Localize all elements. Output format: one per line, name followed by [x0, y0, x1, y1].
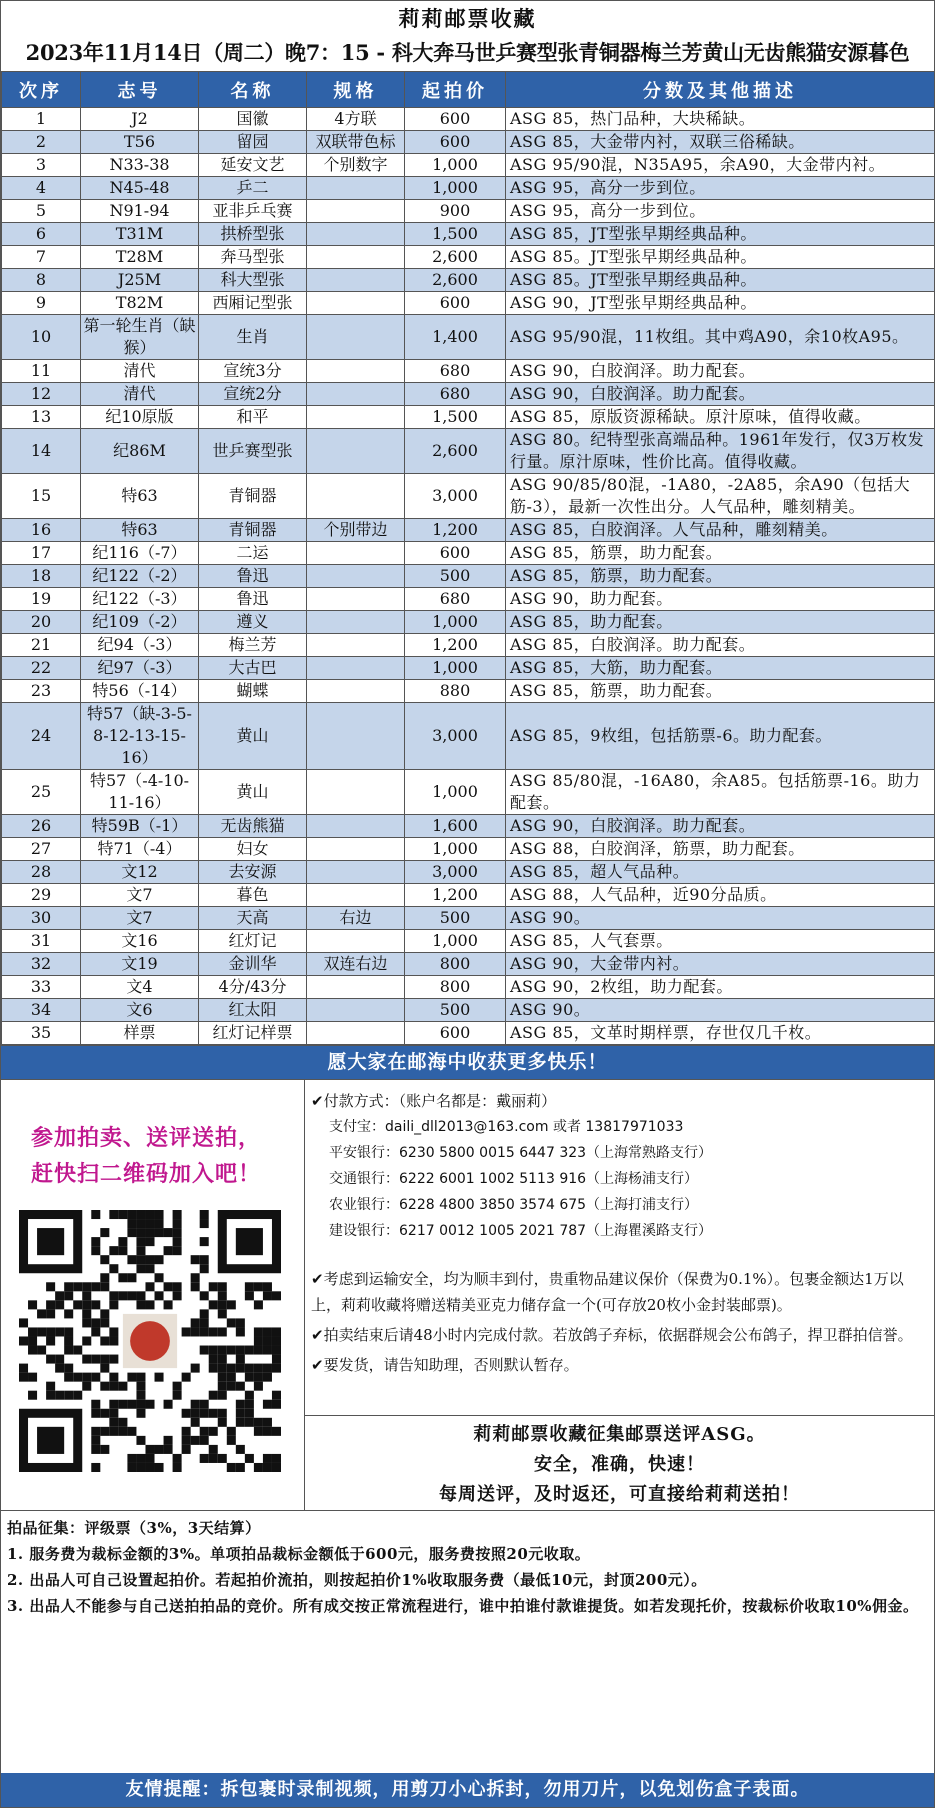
bank-account: 交通银行：6222 6001 1002 5113 916（上海杨浦支行） [329, 1171, 699, 1187]
stamp-name: 红灯记 [199, 930, 307, 953]
stamp-name: 亚非乒乓赛 [199, 200, 307, 223]
stamp-name: 鲁迅 [199, 565, 307, 588]
stamp-code: 第一轮生肖（缺猴） [81, 315, 199, 360]
table-row [2, 269, 935, 292]
stamp-name: 黄山 [199, 703, 307, 770]
lot-number: 12 [2, 383, 81, 406]
stamp-code: 文6 [81, 999, 199, 1022]
start-price: 1,000 [405, 611, 506, 634]
lot-number: 13 [2, 406, 81, 429]
start-price: 1,200 [405, 519, 506, 542]
stamp-name: 妇女 [199, 838, 307, 861]
stamp-code: J25M [81, 269, 199, 292]
stamp-spec: 右边 [307, 907, 405, 930]
dispatch-note: ✔要发货，请告知助理，否则默认暂存。 [311, 1356, 579, 1374]
table-row [2, 884, 935, 907]
stamp-name: 生肖 [199, 315, 307, 360]
start-price: 2,600 [405, 429, 506, 474]
start-price: 3,000 [405, 474, 506, 519]
stamp-spec [307, 815, 405, 838]
start-price: 3,000 [405, 703, 506, 770]
stamp-name: 天高 [199, 907, 307, 930]
stamp-code: 纪116（-7） [81, 542, 199, 565]
start-price: 3,000 [405, 861, 506, 884]
stamp-spec [307, 930, 405, 953]
shipping-note: ✔考虑到运输安全，均为顺丰到付，贵重物品建议保价（保费为0.1%）。包裹金额达1万以上，莉莉收藏将赠送精美亚克力储存盒一个(可存放20枚小金封装邮票)。 [311, 1270, 904, 1314]
grade-description: ASG 88，人气品种，近90分品质。 [506, 884, 935, 907]
table-row [2, 154, 935, 177]
stamp-spec [307, 177, 405, 200]
stamp-code: 文7 [81, 907, 199, 930]
start-price: 1,600 [405, 815, 506, 838]
stamp-code: 文12 [81, 861, 199, 884]
stamp-name: 大古巴 [199, 657, 307, 680]
stamp-spec [307, 588, 405, 611]
payment-deadline-note: ✔拍卖结束后请48小时内完成付款。若放鸽子弃标，依据群规会公布鸽子，捍卫群拍信誉。 [311, 1326, 913, 1344]
start-price: 500 [405, 565, 506, 588]
table-row [2, 703, 935, 770]
grade-description: ASG 85，JT型张早期经典品种。 [506, 223, 935, 246]
grade-description: ASG 85，9枚组，包括筋票-6。助力配套。 [506, 703, 935, 770]
lot-number: 30 [2, 907, 81, 930]
table-row [2, 838, 935, 861]
table-row [2, 976, 935, 999]
grade-description: ASG 85，大筋，助力配套。 [506, 657, 935, 680]
table-row [2, 474, 935, 519]
rules-heading: 拍品征集：评级票（3%，3天结算） [7, 1519, 261, 1537]
start-price: 880 [405, 680, 506, 703]
start-price: 1,200 [405, 634, 506, 657]
stamp-spec [307, 246, 405, 269]
grade-description: ASG 85，超人气品种。 [506, 861, 935, 884]
stamp-code: 纪97（-3） [81, 657, 199, 680]
bank-account: 建设银行：6217 0012 1005 2021 787（上海瞿溪路支行） [329, 1223, 713, 1239]
stamp-spec [307, 861, 405, 884]
grade-description: ASG 95，高分一步到位。 [506, 200, 935, 223]
grade-description: ASG 85，原版资源稀缺。原汁原味，值得收藏。 [506, 406, 935, 429]
lot-number: 27 [2, 838, 81, 861]
stamp-code: 纪10原版 [81, 406, 199, 429]
grade-description: ASG 85/80混，-16A80，余A85。包括筋票-16。助力配套。 [506, 770, 935, 815]
start-price: 1,000 [405, 177, 506, 200]
stamp-name: 西厢记型张 [199, 292, 307, 315]
table-row [2, 565, 935, 588]
qr-panel [1, 1080, 305, 1510]
stamp-name: 和平 [199, 406, 307, 429]
grade-description: ASG 85，助力配套。 [506, 611, 935, 634]
table-row [2, 634, 935, 657]
column-header: 起拍价 [405, 72, 506, 108]
stamp-name: 宣统2分 [199, 383, 307, 406]
lot-number: 6 [2, 223, 81, 246]
stamp-code: N33-38 [81, 154, 199, 177]
table-row [2, 680, 935, 703]
stamp-spec [307, 611, 405, 634]
stamp-name: 科大型张 [199, 269, 307, 292]
table-row [2, 177, 935, 200]
start-price: 500 [405, 907, 506, 930]
stamp-name: 拱桥型张 [199, 223, 307, 246]
start-price: 1,000 [405, 930, 506, 953]
stamp-code: 文7 [81, 884, 199, 907]
start-price: 2,600 [405, 269, 506, 292]
stamp-spec: 4方联 [307, 108, 405, 131]
table-row [2, 1022, 935, 1045]
stamp-name: 国徽 [199, 108, 307, 131]
stamp-name: 二运 [199, 542, 307, 565]
payment-heading: ✔付款方式：（账户名都是：戴丽莉） [311, 1092, 557, 1110]
grade-description: ASG 90，白胶润泽。助力配套。 [506, 383, 935, 406]
stamp-spec [307, 223, 405, 246]
table-row [2, 360, 935, 383]
rule-item: 3. 出品人不能参与自己送拍拍品的竞价。所有成交按正常流程进行，谁中拍谁付款谁提货。如若发现托价，按裁标价收取10%佣金。 [7, 1597, 919, 1615]
stamp-name: 4分/43分 [199, 976, 307, 999]
grade-description: ASG 85。JT型张早期经典品种。 [506, 246, 935, 269]
start-price: 2,600 [405, 246, 506, 269]
start-price: 600 [405, 108, 506, 131]
column-header: 次序 [2, 72, 81, 108]
grade-description: ASG 95，高分一步到位。 [506, 177, 935, 200]
grade-description: ASG 85，大金带内衬，双联三俗稀缺。 [506, 131, 935, 154]
grade-description: ASG 90，白胶润泽。助力配套。 [506, 360, 935, 383]
stamp-spec [307, 703, 405, 770]
table-row [2, 815, 935, 838]
stamp-code: J2 [81, 108, 199, 131]
lot-number: 2 [2, 131, 81, 154]
table-row [2, 429, 935, 474]
promo-line: 参加拍卖、送评送拍， [31, 1125, 262, 1151]
stamp-code: 纪109（-2） [81, 611, 199, 634]
stamp-spec [307, 838, 405, 861]
slogan-line: 每周送评，及时返还，可直接给莉莉送拍！ [439, 1484, 800, 1505]
grade-description: ASG 90，JT型张早期经典品种。 [506, 292, 935, 315]
start-price: 600 [405, 131, 506, 154]
promo-line: 赶快扫二维码加入吧！ [31, 1161, 262, 1187]
stamp-spec: 双联带色标 [307, 131, 405, 154]
stamp-code: 清代 [81, 360, 199, 383]
stamp-spec [307, 429, 405, 474]
grade-description: ASG 90，2枚组，助力配套。 [506, 976, 935, 999]
start-price: 680 [405, 360, 506, 383]
table-row [2, 861, 935, 884]
payment-info [305, 1080, 934, 1415]
table-row [2, 907, 935, 930]
stamp-name: 无齿熊猫 [199, 815, 307, 838]
stamp-code: 特57（缺-3-5-8-12-13-15-16） [81, 703, 199, 770]
table-row [2, 223, 935, 246]
column-header: 志号 [81, 72, 199, 108]
rule-item: 2. 出品人可自己设置起拍价。若起拍价流拍，则按起拍价1%收取服务费（最低10元，封顶200元）。 [7, 1571, 707, 1589]
stamp-code: T31M [81, 223, 199, 246]
lot-number: 14 [2, 429, 81, 474]
stamp-code: 文16 [81, 930, 199, 953]
start-price: 1,000 [405, 770, 506, 815]
lot-number: 33 [2, 976, 81, 999]
grade-description: ASG 90，大金带内衬。 [506, 953, 935, 976]
stamp-spec: 个别带边 [307, 519, 405, 542]
table-body [2, 108, 935, 1045]
table-row [2, 999, 935, 1022]
bank-account: 农业银行：6228 4800 3850 3574 675（上海打浦支行） [329, 1197, 699, 1213]
grade-description: ASG 95/90混，N35A95，余A90，大金带内衬。 [506, 154, 935, 177]
grade-description: ASG 88，白胶润泽，筋票，助力配套。 [506, 838, 935, 861]
start-price: 500 [405, 999, 506, 1022]
start-price: 1,400 [405, 315, 506, 360]
table-row [2, 770, 935, 815]
grade-description: ASG 85，人气套票。 [506, 930, 935, 953]
lot-number: 23 [2, 680, 81, 703]
grade-description: ASG 90，白胶润泽。助力配套。 [506, 815, 935, 838]
stamp-spec [307, 292, 405, 315]
grade-description: ASG 85，热门品种，大块稀缺。 [506, 108, 935, 131]
stamp-spec [307, 680, 405, 703]
stamp-spec [307, 315, 405, 360]
stamp-name: 奔马型张 [199, 246, 307, 269]
alipay-account: 支付宝：daili_dll2013@163.com 或者 13817971033 [329, 1119, 684, 1135]
table-row [2, 588, 935, 611]
stamp-name: 蝴蝶 [199, 680, 307, 703]
table-row [2, 611, 935, 634]
stamp-spec: 双连右边 [307, 953, 405, 976]
stamp-name: 乒二 [199, 177, 307, 200]
stamp-code: 纪94（-3） [81, 634, 199, 657]
stamp-name: 金训华 [199, 953, 307, 976]
stamp-code: 特71（-4） [81, 838, 199, 861]
lot-number: 25 [2, 770, 81, 815]
stamp-code: 纪122（-2） [81, 565, 199, 588]
lot-number: 1 [2, 108, 81, 131]
rule-item: 1. 服务费为裁标金额的3%。单项拍品裁标金额低于600元，服务费按照20元收取。 [7, 1545, 591, 1563]
stamp-spec [307, 884, 405, 907]
stamp-name: 红太阳 [199, 999, 307, 1022]
promo-text [1, 1080, 304, 1192]
consignment-rules [1, 1511, 934, 1623]
grade-description: ASG 90。 [506, 907, 935, 930]
stamp-spec [307, 360, 405, 383]
grade-description: ASG 85，筋票，助力配套。 [506, 542, 935, 565]
stamp-code: 纪122（-3） [81, 588, 199, 611]
grade-description: ASG 85，白胶润泽。助力配套。 [506, 634, 935, 657]
lot-number: 21 [2, 634, 81, 657]
stamp-spec [307, 770, 405, 815]
page-title: 莉莉邮票收藏 [398, 6, 537, 31]
table-row [2, 542, 935, 565]
stamp-spec [307, 474, 405, 519]
slogan-line: 安全，准确，快速！ [534, 1454, 705, 1475]
stamp-code: 文19 [81, 953, 199, 976]
start-price: 1,000 [405, 657, 506, 680]
start-price: 1,500 [405, 406, 506, 429]
stamp-spec [307, 999, 405, 1022]
stamp-code: 纪86M [81, 429, 199, 474]
stamp-code: 特56（-14） [81, 680, 199, 703]
lot-number: 7 [2, 246, 81, 269]
lot-number: 8 [2, 269, 81, 292]
stamp-name: 留园 [199, 131, 307, 154]
start-price: 600 [405, 292, 506, 315]
start-price: 1,500 [405, 223, 506, 246]
stamp-spec [307, 542, 405, 565]
table-row [2, 200, 935, 223]
grade-description: ASG 85，文革时期样票，存世仅几千枚。 [506, 1022, 935, 1045]
grade-description: ASG 80。纪特型张高端品种。1961年发行，仅3万枚发行量。原汁原味，性价比高。值得收藏。 [506, 429, 935, 474]
stamp-spec [307, 565, 405, 588]
lot-number: 11 [2, 360, 81, 383]
start-price: 600 [405, 1022, 506, 1045]
lot-number: 4 [2, 177, 81, 200]
stamp-name: 红灯记样票 [199, 1022, 307, 1045]
stamp-name: 鲁迅 [199, 588, 307, 611]
start-price: 1,000 [405, 154, 506, 177]
grade-description: ASG 90。 [506, 999, 935, 1022]
stamp-code: 样票 [81, 1022, 199, 1045]
stamp-code: T82M [81, 292, 199, 315]
table-row [2, 315, 935, 360]
lot-number: 24 [2, 703, 81, 770]
stamp-spec: 个别数字 [307, 154, 405, 177]
stamp-name: 梅兰芳 [199, 634, 307, 657]
lot-number: 26 [2, 815, 81, 838]
start-price: 600 [405, 542, 506, 565]
table-row [2, 953, 935, 976]
start-price: 800 [405, 953, 506, 976]
slogan-line: 莉莉邮票收藏征集邮票送评ASG。 [473, 1424, 766, 1445]
stamp-code: N91-94 [81, 200, 199, 223]
lot-number: 22 [2, 657, 81, 680]
stamp-name: 去安源 [199, 861, 307, 884]
stamp-code: 文4 [81, 976, 199, 999]
lot-number: 31 [2, 930, 81, 953]
stamp-code: 清代 [81, 383, 199, 406]
start-price: 1,200 [405, 884, 506, 907]
grade-description: ASG 90/85/80混，-1A80，-2A85，余A90（包括大筋-3），最新一次性出分。人气品种，雕刻精美。 [506, 474, 935, 519]
lot-number: 16 [2, 519, 81, 542]
stamp-code: 特63 [81, 474, 199, 519]
lot-number: 32 [2, 953, 81, 976]
grade-description: ASG 85。JT型张早期经典品种。 [506, 269, 935, 292]
stamp-name: 遵义 [199, 611, 307, 634]
stamp-spec [307, 657, 405, 680]
payment-panel [305, 1080, 934, 1510]
stamp-name: 暮色 [199, 884, 307, 907]
lot-number: 29 [2, 884, 81, 907]
stamp-name: 青铜器 [199, 474, 307, 519]
table-header-row [2, 72, 935, 108]
stamp-name: 延安文艺 [199, 154, 307, 177]
grade-description: ASG 85，筋票，助力配套。 [506, 565, 935, 588]
lot-number: 19 [2, 588, 81, 611]
bank-account: 平安银行：6230 5800 0015 6447 323（上海常熟路支行） [329, 1145, 713, 1161]
table-row [2, 383, 935, 406]
grade-description: ASG 90，助力配套。 [506, 588, 935, 611]
stamp-name: 青铜器 [199, 519, 307, 542]
start-price: 1,000 [405, 838, 506, 861]
stamp-code: 特63 [81, 519, 199, 542]
table-row [2, 108, 935, 131]
table-row [2, 246, 935, 269]
lot-number: 18 [2, 565, 81, 588]
stamp-code: 特57（-4-10-11-16） [81, 770, 199, 815]
table-row [2, 131, 935, 154]
lot-number: 15 [2, 474, 81, 519]
stamp-name: 世乒赛型张 [199, 429, 307, 474]
grade-description: ASG 85，筋票，助力配套。 [506, 680, 935, 703]
start-price: 900 [405, 200, 506, 223]
stamp-spec [307, 976, 405, 999]
page-subtitle: 2023年11月14日（周二）晚7：15 - 科大奔马世乒赛型张青铜器梅兰芳黄山无齿熊猫安源暮色 [25, 40, 910, 65]
lot-number: 9 [2, 292, 81, 315]
blessing-banner: 愿大家在邮海中收获更多快乐！ [1, 1045, 934, 1080]
column-header: 名称 [199, 72, 307, 108]
stamp-spec [307, 383, 405, 406]
friendly-reminder: 友情提醒：拆包裹时录制视频，用剪刀小心拆封，勿用刀片，以免划伤盒子表面。 [1, 1773, 934, 1807]
stamp-code: T56 [81, 131, 199, 154]
grade-description: ASG 85，白胶润泽。人气品种，雕刻精美。 [506, 519, 935, 542]
stamp-code: 特59B（-1） [81, 815, 199, 838]
grade-description: ASG 95/90混，11枚组。其中鸡A90，余10枚A95。 [506, 315, 935, 360]
lot-number: 5 [2, 200, 81, 223]
table-row [2, 657, 935, 680]
stamp-spec [307, 200, 405, 223]
lot-number: 3 [2, 154, 81, 177]
stamp-name: 黄山 [199, 770, 307, 815]
stamp-spec [307, 406, 405, 429]
qr-code-icon[interactable] [19, 1210, 281, 1472]
stamp-spec [307, 634, 405, 657]
stamp-code: N45-48 [81, 177, 199, 200]
stamp-code: T28M [81, 246, 199, 269]
column-header: 分数及其他描述 [506, 72, 935, 108]
lot-number: 28 [2, 861, 81, 884]
lot-number: 34 [2, 999, 81, 1022]
lot-number: 20 [2, 611, 81, 634]
stamp-spec [307, 269, 405, 292]
lot-number: 35 [2, 1022, 81, 1045]
service-slogan [305, 1415, 934, 1510]
lot-number: 17 [2, 542, 81, 565]
stamp-name: 宣统3分 [199, 360, 307, 383]
start-price: 680 [405, 588, 506, 611]
table-row [2, 930, 935, 953]
table-row [2, 406, 935, 429]
auction-table [1, 71, 935, 1045]
table-row [2, 519, 935, 542]
table-row [2, 292, 935, 315]
start-price: 800 [405, 976, 506, 999]
stamp-spec [307, 1022, 405, 1045]
lot-number: 10 [2, 315, 81, 360]
info-section [1, 1080, 934, 1511]
start-price: 680 [405, 383, 506, 406]
column-header: 规格 [307, 72, 405, 108]
